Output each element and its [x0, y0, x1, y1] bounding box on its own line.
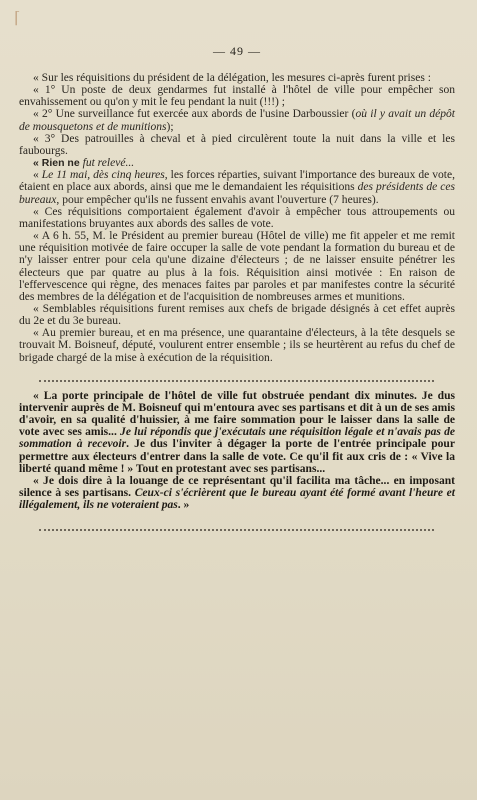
paragraph-2: « 1° Un poste de deux gendarmes fut installé à l'hôtel de ville pour empêcher son envahissement ou qu'on y mit le feu pendant la nuit (!!!) ;	[19, 84, 455, 109]
bold-section	[19, 390, 455, 512]
paragraph-8: « A 6 h. 55, M. le Président au premier bureau (Hôtel de ville) me fit appeler et me remit une réquisition motivée de faire occuper la salle de vote pendant la formation du bureau et de n'y laisser entrer pour cela qu'une dizaine d'électeurs ; de ne laisser ensuite pénétrer les électeurs que par quatre au plus à la fois. Réquisition ainsi motivée : En raison de l'effervescence qui règne, des menaces faites par paroles et par manifestes contre la sécurité des membres de la délégation et de l'acquisition de nombreuses armes et munitions.	[19, 230, 455, 303]
italic-phrase: où il y avait un dépôt de mousquetons et de munitions	[19, 108, 456, 133]
paragraph-5: « Rien ne fut relevé...	[33, 157, 135, 170]
paragraph-7: « Ces réquisitions comportaient également d'avoir à empêcher tous attroupements ou manifestations bruyantes aux abords des salles de vote.	[19, 205, 455, 230]
paragraph-10: « Au premier bureau, et en ma présence, une quarantaine d'électeurs, à la tête desquels se trouvait M. Boisneuf, député, voulurent entrer ensemble ; ils se heurtèrent au refus du chef de brigade chargé de la mise à exécution de la réquisition.	[19, 327, 455, 364]
italic-phrase: Je lui répondis que j'exécutais une réquisition légale et n'avais pas de sommation à recevoir	[19, 426, 455, 451]
italic-phrase: fut relevé...	[82, 157, 135, 170]
paragraph-11: « La porte principale de l'hôtel de ville fut obstruée pendant dix minutes. Je dus intervenir auprès de M. Boisneuf qui m'entoura avec ses partisans et dit à un de ses amis d'avoir, en sa qualité d'huissier, à me faire sommation pour le laisser dans la salle de vote avec ses amis... Je lui répondis que j'exécutais une réquisition légale et n'avais pas de sommation à recevoir. Je dus l'inviter à dégager la porte de l'entrée principale pour permettre aux électeurs d'entrer dans la salle de vote. Ce qu'il fit aux cris de : « Vive la liberté quand même ! » Tout en protestant avec ses partisans...	[19, 389, 455, 475]
italic-phrase: Le 11 mai, dès cinq heures	[41, 169, 165, 182]
paragraph-4: « 3° Des patrouilles à cheval et à pied circulèrent toute la nuit dans la ville et les faubourgs.	[19, 132, 455, 157]
italic-phrase: des présidents de ces bureaux	[19, 181, 455, 206]
paragraph-6: « Le 11 mai, dès cinq heures, les forces réparties, suivant l'importance des bureaux de vote, étaient en place aux abords, ainsi que me le demandaient les réquisitions des présidents de ces bureaux, pour empêcher qu'ils ne fussent envahis avant l'ouverture (7 heures).	[19, 169, 455, 206]
paragraph-9: « Semblables réquisitions furent remises aux chefs de brigade désignés à cet effet auprès du 2e et du 3e bureau.	[19, 302, 455, 328]
corner-mark: ⌈	[14, 10, 21, 27]
dotted-separator	[39, 370, 434, 382]
dotted-separator	[39, 519, 434, 531]
italic-phrase: Ceux-ci s'écrièrent que le bureau ayant été formé avant l'heure et illégalement, ils ne voteraient pas	[19, 487, 455, 512]
paragraph-12: « Je dois dire à la louange de ce représentant qu'il facilita ma tâche... en imposant silence à ses partisans. Ceux-ci s'écrièrent que le bureau ayant été formé avant l'heure et illégalement, ils ne voteraient pas. »	[19, 474, 455, 512]
paragraph-3: « 2° Une surveillance fut exercée aux abords de l'usine Darboussier (où il y avait un dépôt de mousquetons et de munitions);	[19, 108, 456, 133]
paragraph-1: « Sur les réquisitions du président de la délégation, les mesures ci-après furent prises :	[33, 72, 431, 84]
page-number: — 49 —	[213, 44, 261, 58]
